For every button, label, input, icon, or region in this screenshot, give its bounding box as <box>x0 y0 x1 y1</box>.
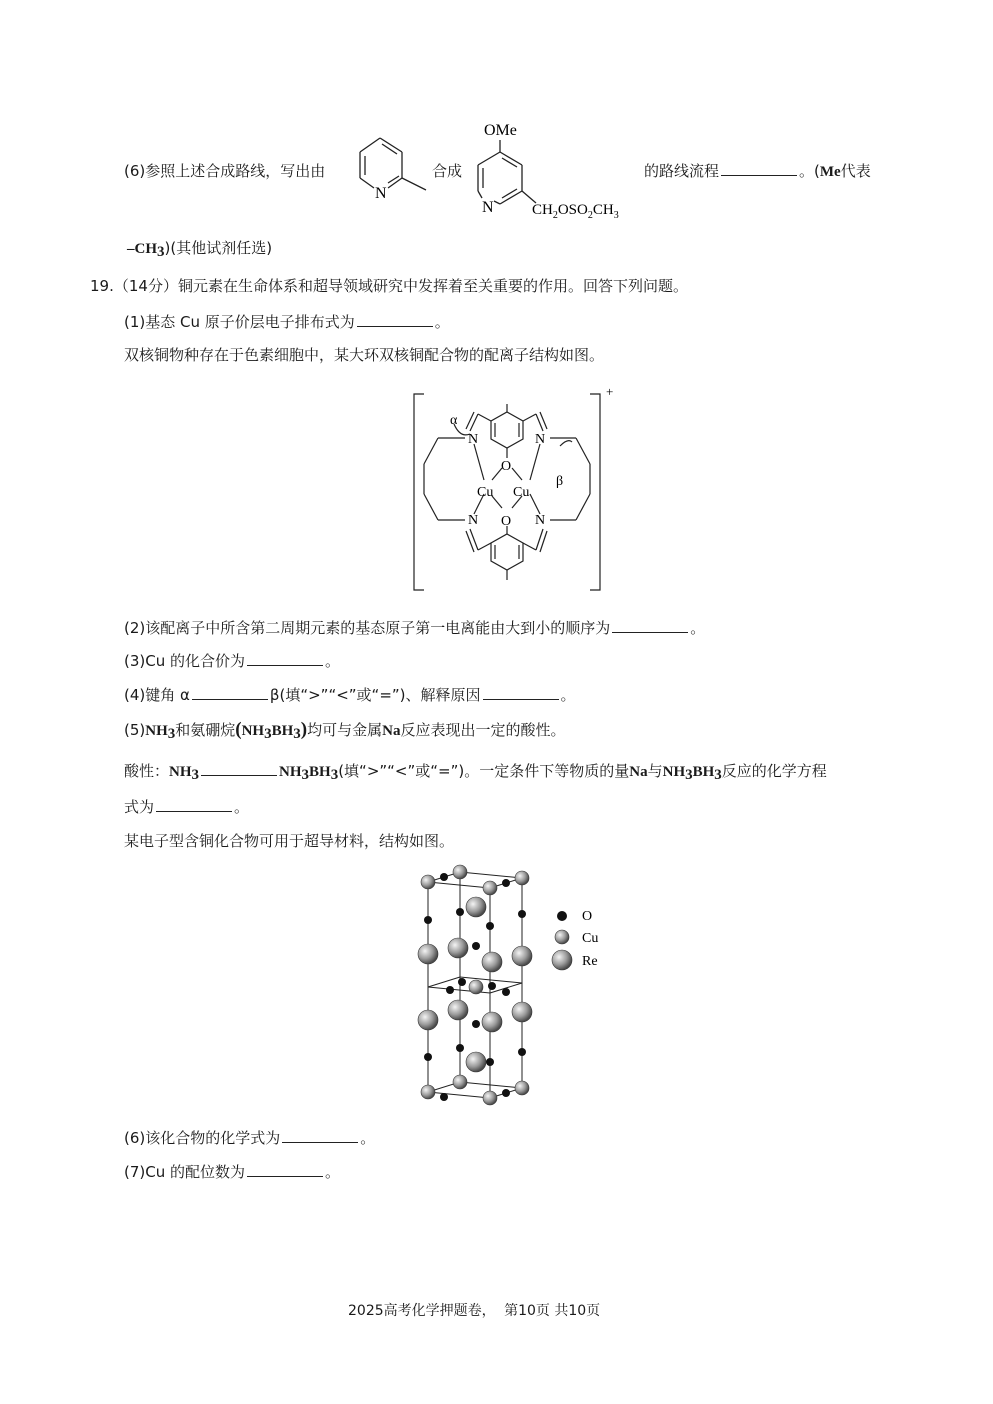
answer-blank-q19-4a[interactable] <box>192 685 268 700</box>
n-label-bl: N <box>468 513 479 528</box>
q19-header: 19.（14分）铜元素在生命体系和超导领域研究中发挥着至关重要的作用。回答下列问题。 <box>90 277 688 295</box>
q19-5-eq: 式为 。 <box>124 798 250 816</box>
n-label-tr: N <box>535 432 546 447</box>
answer-blank-q19-5b[interactable] <box>156 797 232 812</box>
q18-6-mid: 合成 <box>432 162 463 180</box>
q19-intro2: 某电子型含铜化合物可用于超导材料，结构如图。 <box>124 832 455 850</box>
pyridine-n-label-2: N <box>482 199 494 216</box>
answer-blank-q19-5a[interactable] <box>201 761 277 776</box>
pyridine-n-label: N <box>375 185 387 202</box>
n-label-br: N <box>535 513 546 528</box>
q19-4: (4)键角 α β(填“>”“<”或“=”)、解释原因 。 <box>124 686 576 704</box>
answer-blank-q19-7[interactable] <box>247 1162 323 1177</box>
q18-6-line <box>124 160 325 181</box>
answer-blank-q18-6[interactable] <box>721 161 797 176</box>
molecule-2-methylpyridine <box>352 130 434 208</box>
q19-intro1: 双核铜物种存在于色素细胞中，某大环双核铜配合物的配离子结构如图。 <box>124 346 605 364</box>
charge-label: + <box>606 384 614 399</box>
page-footer <box>348 1300 600 1320</box>
q19-5: (5)NH3和氨硼烷(NH3BH3)均可与金属Na反应表现出一定的酸性。 <box>124 719 566 742</box>
beta-label: β <box>556 474 564 489</box>
q18-6-line2: –CH3)(其他试剂任选) <box>127 239 273 260</box>
q19-1: (1)基态 Cu 原子价层电子排布式为 。 <box>124 313 450 331</box>
n-label-tl: N <box>468 432 479 447</box>
legend-o: O <box>582 909 593 924</box>
crystal-structure <box>410 862 620 1112</box>
q19-2: (2)该配离子中所含第二周期元素的基态原子第一电离能由大到小的顺序为 。 <box>124 619 706 637</box>
ch2oso2ch3-label: $CH_2OSO_2CH_3$ <box>532 202 619 221</box>
q19-3: (3)Cu 的化合价为 。 <box>124 652 341 670</box>
o-label-top: O <box>501 459 512 474</box>
q18-6-prefix: (6)参照上述合成路线，写出由 <box>124 162 326 180</box>
answer-blank-q19-1[interactable] <box>357 312 433 327</box>
answer-blank-q19-6[interactable] <box>282 1128 358 1143</box>
alpha-label: α <box>450 413 458 428</box>
legend-re: Re <box>582 954 598 969</box>
o-label-bottom: O <box>501 514 512 529</box>
molecule-target <box>470 118 650 228</box>
q19-5-acid: 酸性：NH3 NH3BH3(填“>”“<”或“=”)。一定条件下等物质的量Na与NH3BH3反应的化学方程 <box>124 762 827 783</box>
answer-blank-q19-4b[interactable] <box>483 685 559 700</box>
q19-6: (6)该化合物的化学式为 。 <box>124 1129 376 1147</box>
cu-label-left: Cu <box>477 485 494 500</box>
legend-cu: Cu <box>582 931 599 946</box>
q18-6-suffix: 的路线流程 。(Me代表 <box>644 162 871 180</box>
cu-label-right: Cu <box>513 485 530 500</box>
footer-page-number: 第10页 共10页 <box>504 1303 601 1319</box>
answer-blank-q19-3[interactable] <box>247 651 323 666</box>
answer-blank-q19-2[interactable] <box>612 618 688 633</box>
ome-label: OMe <box>484 122 517 139</box>
footer-title: 2025高考化学押题卷， <box>348 1303 496 1319</box>
copper-complex-structure <box>410 384 620 598</box>
q19-7: (7)Cu 的配位数为 。 <box>124 1163 341 1181</box>
